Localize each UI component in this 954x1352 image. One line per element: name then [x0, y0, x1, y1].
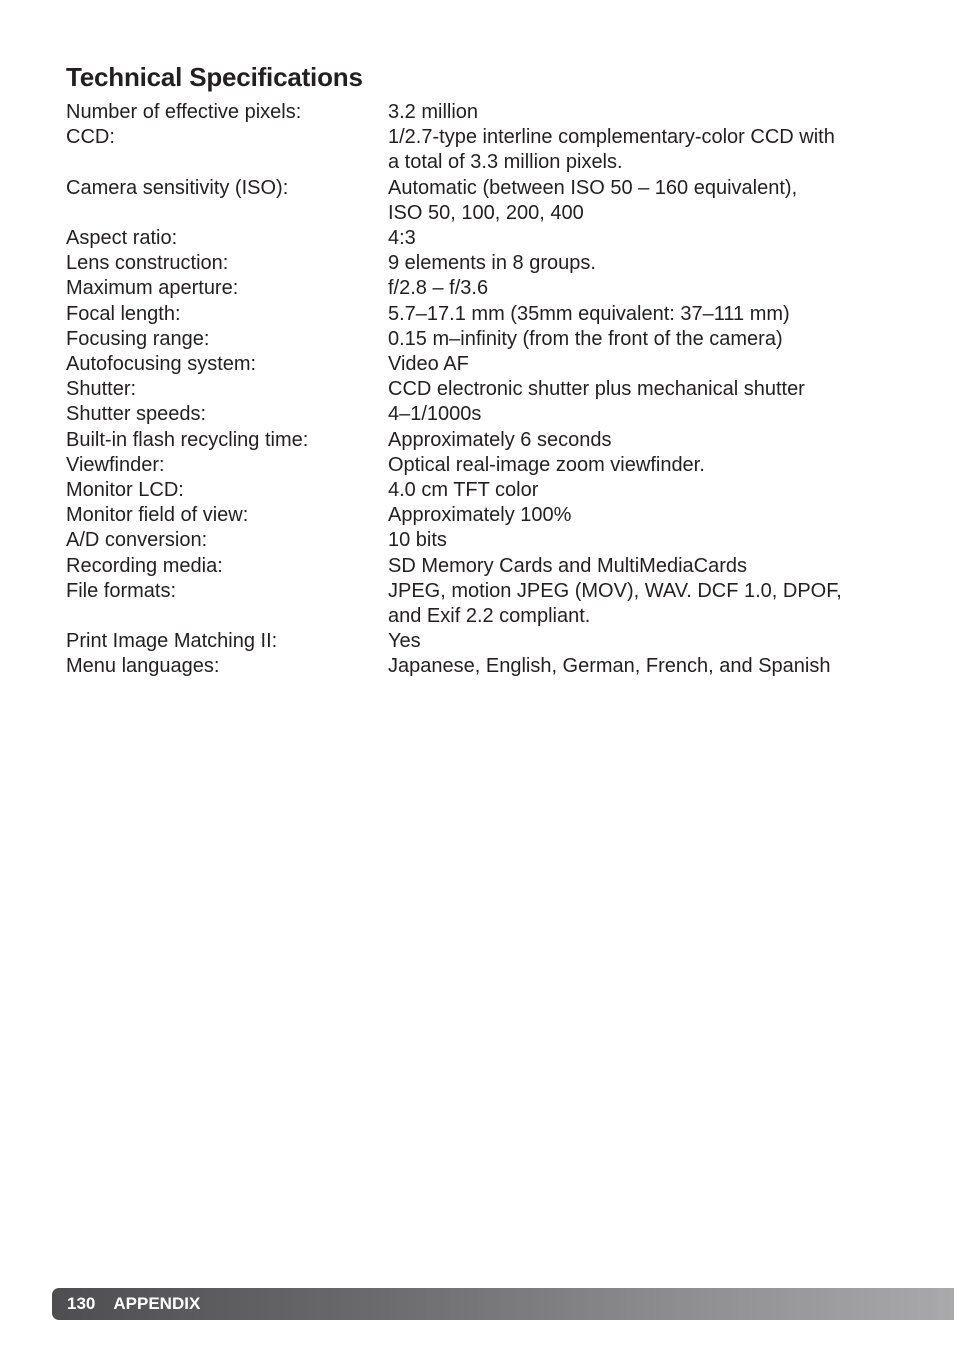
spec-row [66, 503, 896, 528]
spec-label: Print Image Matching II: [66, 630, 278, 653]
spec-row [66, 100, 896, 125]
spec-row [66, 654, 896, 679]
spec-value: SD Memory Cards and MultiMediaCards [388, 554, 748, 577]
spec-label: Focal length: [66, 302, 181, 325]
spec-label: File formats: [66, 579, 177, 602]
spec-row [66, 528, 896, 553]
spec-row [66, 176, 896, 201]
page-title: Technical Specifications [66, 62, 363, 92]
spec-value: 1/2.7-type interline complementary-color CCD with [388, 126, 835, 149]
spec-label: Focusing range: [66, 327, 210, 350]
spec-row [66, 478, 896, 503]
spec-label: Number of effective pixels: [66, 101, 302, 123]
footer-bar [52, 1288, 954, 1320]
spec-label: Shutter speeds: [66, 403, 207, 426]
spec-label: CCD: [66, 126, 115, 149]
spec-value: JPEG, motion JPEG (MOV), WAV. DCF 1.0, DPOF, [388, 579, 842, 602]
spec-row [66, 327, 896, 352]
spec-value: 4.0 cm TFT color [388, 479, 539, 502]
spec-label [66, 150, 388, 175]
spec-label: Aspect ratio: [66, 227, 178, 250]
spec-value: CCD electronic shutter plus mechanical shutter [388, 378, 805, 401]
spec-row [66, 428, 896, 453]
spec-label: Menu languages: [66, 655, 220, 678]
spec-row [66, 402, 896, 427]
spec-value: and Exif 2.2 compliant. [388, 605, 591, 628]
spec-row [66, 579, 896, 604]
spec-row-continuation [66, 201, 896, 226]
spec-value: Approximately 6 seconds [388, 428, 612, 451]
spec-row [66, 554, 896, 579]
spec-row [66, 302, 896, 327]
spec-label: Maximum aperture: [66, 277, 239, 300]
spec-label: Camera sensitivity (ISO): [66, 176, 289, 199]
spec-row [66, 276, 896, 301]
spec-row [66, 226, 896, 251]
spec-value: ISO 50, 100, 200, 400 [388, 201, 584, 224]
spec-value: Video AF [388, 353, 469, 376]
spec-value: Optical real-image zoom viewfinder. [388, 453, 705, 476]
spec-value: Automatic (between ISO 50 – 160 equivalent), [388, 176, 798, 199]
spec-value: 4–1/1000s [388, 403, 482, 426]
spec-value: Approximately 100% [388, 504, 572, 527]
spec-label: Monitor LCD: [66, 479, 184, 502]
spec-label [66, 604, 388, 629]
section-name: APPENDIX [113, 1294, 201, 1313]
spec-value: 4:3 [388, 227, 416, 250]
spec-value: 5.7–17.1 mm (35mm equivalent: 37–111 mm) [388, 302, 790, 325]
spec-label: Lens construction: [66, 252, 229, 275]
spec-label: Built-in flash recycling time: [66, 428, 309, 451]
spec-value: f/2.8 – f/3.6 [388, 277, 489, 300]
spec-row [66, 352, 896, 377]
spec-value: 10 bits [388, 529, 447, 552]
spec-label: Shutter: [66, 378, 137, 401]
spec-value: Japanese, English, German, French, and Spanish [388, 655, 831, 678]
spec-list [66, 100, 896, 680]
spec-label: Recording media: [66, 554, 223, 577]
spec-label [66, 201, 388, 226]
spec-label: Monitor field of view: [66, 504, 249, 527]
spec-row [66, 453, 896, 478]
spec-value: 9 elements in 8 groups. [388, 252, 596, 275]
page-number: 130 [67, 1294, 96, 1313]
spec-row [66, 125, 896, 150]
footer-text [67, 1288, 200, 1320]
spec-value: 3.2 million [388, 101, 479, 123]
spec-row [66, 251, 896, 276]
spec-label: Viewfinder: [66, 453, 165, 476]
spec-value: 0.15 m–infinity (from the front of the camera) [388, 327, 783, 350]
spec-value: Yes [388, 630, 421, 653]
spec-row [66, 377, 896, 402]
spec-row-continuation [66, 604, 896, 629]
spec-row [66, 629, 896, 654]
spec-label: Autofocusing system: [66, 353, 257, 376]
spec-row-continuation [66, 150, 896, 175]
spec-label: A/D conversion: [66, 529, 208, 552]
spec-value: a total of 3.3 million pixels. [388, 151, 623, 174]
